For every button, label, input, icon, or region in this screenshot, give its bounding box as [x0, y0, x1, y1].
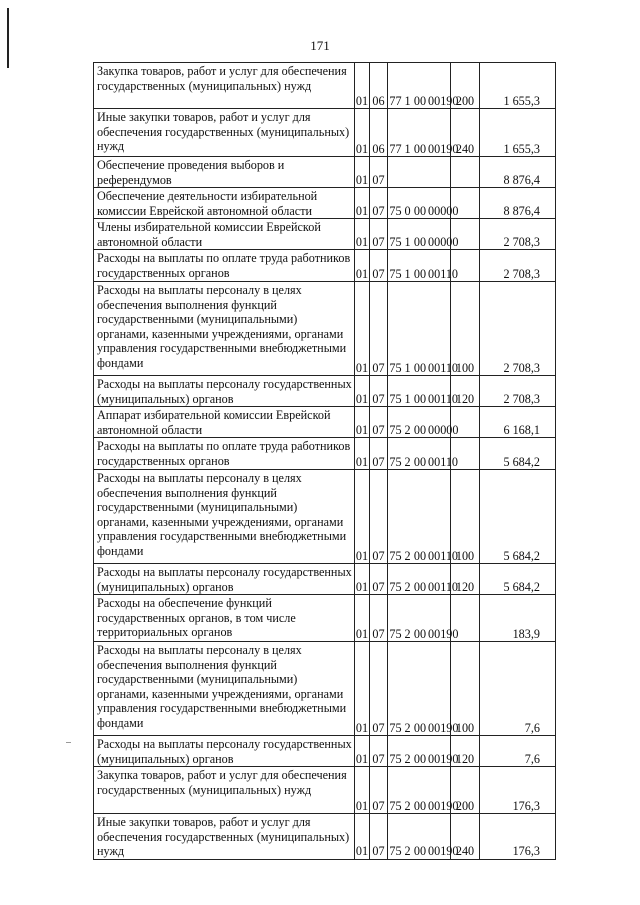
- csr-part: 00: [413, 548, 427, 563]
- row-name: Закупка товаров, работ и услуг для обеспечения государственных (муниципальных) нужд: [97, 768, 347, 797]
- rz-cell: 01: [355, 595, 370, 642]
- csr-cell: [388, 282, 459, 376]
- csr-part: 75: [389, 720, 402, 735]
- row-name: Расходы на обеспечение функций государственных органов, в том числе территориальных органов: [97, 596, 296, 639]
- pr-cell: 07: [370, 407, 388, 438]
- csr-cell: [388, 736, 459, 767]
- csr-part: 2: [404, 422, 411, 437]
- csr-part: 1: [404, 266, 411, 281]
- row-name-cell: [94, 814, 355, 860]
- row-name: Обеспечение деятельности избирательной комиссии Еврейской автономной области: [97, 189, 318, 218]
- csr-cell: [388, 157, 451, 188]
- table-row: [94, 407, 556, 438]
- rz-cell: 01: [355, 814, 370, 860]
- csr-part: 1: [404, 141, 411, 156]
- row-name: Закупка товаров, работ и услуг для обеспечения государственных (муниципальных) нужд: [97, 64, 347, 93]
- csr-part: 00: [413, 751, 427, 766]
- table-row: [94, 376, 556, 407]
- csr-part: 00000: [428, 422, 459, 437]
- csr-part: 2: [404, 798, 411, 813]
- csr-cell: [388, 470, 459, 564]
- row-name-cell: [94, 564, 355, 595]
- rz-cell: 01: [355, 642, 370, 736]
- csr-part: 75: [389, 360, 402, 375]
- csr-part: 77: [389, 141, 402, 156]
- csr-part: 2: [404, 548, 411, 563]
- csr-part: 00: [413, 360, 427, 375]
- page-number: 171: [310, 38, 330, 53]
- csr-cell: [388, 376, 459, 407]
- pr-cell: 06: [370, 63, 388, 109]
- vr-cell: 200: [451, 767, 480, 814]
- rz-cell: 01: [355, 282, 370, 376]
- csr-part: 00: [413, 454, 427, 469]
- csr-part: 00190: [428, 626, 459, 641]
- csr-part: 00: [413, 798, 427, 813]
- csr-part: 00110: [428, 266, 459, 281]
- csr-part: 75: [389, 626, 402, 641]
- csr-part: 00: [413, 626, 427, 641]
- table-row: [94, 595, 556, 642]
- row-name: Расходы на выплаты по оплате труда работников государственных органов: [97, 439, 351, 468]
- csr-part: 00: [413, 579, 427, 594]
- row-name-cell: [94, 219, 355, 250]
- vr-cell: 100: [451, 470, 480, 564]
- row-name: Иные закупки товаров, работ и услуг для обеспечения государственных (муниципальных) нужд: [97, 815, 350, 858]
- row-name-cell: [94, 470, 355, 564]
- csr-part: 00: [413, 720, 427, 735]
- rz-cell: 01: [355, 63, 370, 109]
- pr-cell: 07: [370, 642, 388, 736]
- csr-part: 00: [413, 93, 427, 108]
- csr-cell: [388, 564, 459, 595]
- csr-part: 75: [389, 798, 402, 813]
- sum-cell: 176,3: [480, 814, 556, 860]
- csr-part: 00110: [428, 391, 459, 406]
- rz-cell: 01: [355, 376, 370, 407]
- csr-part: 75: [389, 844, 402, 858]
- sum-cell: 176,3: [480, 767, 556, 814]
- row-name-cell: [94, 157, 355, 188]
- row-name-cell: [94, 250, 355, 282]
- csr-part: 00: [413, 266, 427, 281]
- csr-cell: [388, 438, 459, 470]
- sum-cell: 2 708,3: [480, 219, 556, 250]
- csr-cell: [388, 407, 459, 438]
- csr-part: 00190: [428, 141, 459, 156]
- sum-cell: 7,6: [480, 642, 556, 736]
- csr-part: 00110: [428, 454, 459, 469]
- rz-cell: 01: [355, 438, 370, 470]
- csr-part: 75: [389, 579, 402, 594]
- table-row: [94, 250, 556, 282]
- csr-part: 00190: [428, 751, 459, 766]
- sum-cell: 7,6: [480, 736, 556, 767]
- pr-cell: 07: [370, 814, 388, 860]
- csr-part: 2: [404, 751, 411, 766]
- csr-part: 75: [389, 203, 402, 218]
- row-name-cell: [94, 407, 355, 438]
- csr-part: 1: [404, 93, 411, 108]
- csr-cell: [388, 109, 459, 157]
- csr-part: 00000: [428, 234, 459, 249]
- pr-cell: 07: [370, 767, 388, 814]
- csr-part: 00: [413, 141, 427, 156]
- vr-cell: 240: [451, 814, 480, 860]
- table-row: [94, 63, 556, 109]
- csr-cell: [388, 219, 459, 250]
- table-row: [94, 767, 556, 814]
- csr-cell: [388, 595, 459, 642]
- sum-cell: 2 708,3: [480, 250, 556, 282]
- table-row: [94, 736, 556, 767]
- rz-cell: 01: [355, 157, 370, 188]
- pr-cell: 07: [370, 470, 388, 564]
- csr-part: 00190: [428, 720, 459, 735]
- table-row: [94, 109, 556, 157]
- table-row: [94, 188, 556, 219]
- pr-cell: 06: [370, 109, 388, 157]
- csr-cell: [388, 63, 459, 109]
- margin-tick: [66, 742, 71, 743]
- pr-cell: 07: [370, 188, 388, 219]
- pr-cell: 07: [370, 157, 388, 188]
- row-name: Расходы на выплаты персоналу государственных (муниципальных) органов: [97, 737, 352, 766]
- csr-part: 77: [389, 93, 402, 108]
- row-name-cell: [94, 376, 355, 407]
- vr-cell: 100: [451, 642, 480, 736]
- row-name: Расходы на выплаты по оплате труда работников государственных органов: [97, 251, 351, 280]
- sum-cell: 8 876,4: [480, 188, 556, 219]
- rz-cell: 01: [355, 564, 370, 595]
- row-name-cell: [94, 767, 355, 814]
- table-row: [94, 564, 556, 595]
- csr-part: 2: [404, 579, 411, 594]
- csr-part: 00190: [428, 798, 459, 813]
- csr-part: 75: [389, 422, 402, 437]
- rz-cell: 01: [355, 767, 370, 814]
- table-row: [94, 814, 556, 860]
- rz-cell: 01: [355, 470, 370, 564]
- row-name-cell: [94, 188, 355, 219]
- csr-part: 75: [389, 234, 402, 249]
- row-name: Расходы на выплаты персоналу в целях обеспечения выполнения функций государственными (муниципальными) органами, казенными учреждениями, органами управления государственными внебюджетными фондами: [97, 643, 347, 730]
- row-name: Аппарат избирательной комиссии Еврейской автономной области: [97, 408, 331, 437]
- vr-cell: 120: [451, 736, 480, 767]
- row-name-cell: [94, 595, 355, 642]
- rz-cell: 01: [355, 219, 370, 250]
- row-name-cell: [94, 642, 355, 736]
- row-name: Расходы на выплаты персоналу в целях обеспечения выполнения функций государственными (муниципальными) органами, казенными учреждениями, органами управления государственными внебюджетными фондами: [97, 471, 347, 558]
- sum-cell: 1 655,3: [480, 63, 556, 109]
- csr-part: 1: [404, 234, 411, 249]
- row-name-cell: [94, 109, 355, 157]
- csr-part: 75: [389, 266, 402, 281]
- row-name: Обеспечение проведения выборов и референдумов: [97, 158, 285, 187]
- csr-part: 00: [413, 234, 427, 249]
- row-name-cell: [94, 63, 355, 109]
- vr-cell: [451, 157, 480, 188]
- vr-cell: 120: [451, 564, 480, 595]
- csr-part: 1: [404, 360, 411, 375]
- rz-cell: 01: [355, 407, 370, 438]
- row-name: Члены избирательной комиссии Еврейской автономной области: [97, 220, 321, 249]
- csr-part: 75: [389, 391, 402, 406]
- row-name-cell: [94, 438, 355, 470]
- vr-cell: 120: [451, 376, 480, 407]
- csr-cell: [388, 250, 459, 282]
- csr-part: 0: [404, 203, 411, 218]
- csr-part: 00: [413, 203, 427, 218]
- pr-cell: 07: [370, 250, 388, 282]
- csr-part: 00: [413, 844, 427, 858]
- row-name: Расходы на выплаты персоналу государственных (муниципальных) органов: [97, 377, 352, 406]
- rz-cell: 01: [355, 188, 370, 219]
- vr-cell: 100: [451, 282, 480, 376]
- csr-part: 2: [404, 720, 411, 735]
- budget-table: [93, 62, 556, 860]
- table-row: [94, 642, 556, 736]
- csr-part: 00000: [428, 203, 459, 218]
- pr-cell: 07: [370, 376, 388, 407]
- csr-cell: [388, 767, 459, 814]
- rz-cell: 01: [355, 250, 370, 282]
- pr-cell: 07: [370, 438, 388, 470]
- table-row: [94, 438, 556, 470]
- csr-part: 75: [389, 548, 402, 563]
- table-row: [94, 282, 556, 376]
- csr-part: 00110: [428, 360, 459, 375]
- sum-cell: 1 655,3: [480, 109, 556, 157]
- pr-cell: 07: [370, 282, 388, 376]
- csr-cell: [388, 814, 459, 860]
- csr-part: 00: [413, 391, 427, 406]
- sum-cell: 6 168,1: [480, 407, 556, 438]
- row-name: Иные закупки товаров, работ и услуг для обеспечения государственных (муниципальных) нужд: [97, 110, 350, 153]
- csr-part: 00110: [428, 548, 459, 563]
- sum-cell: 8 876,4: [480, 157, 556, 188]
- table-row: [94, 470, 556, 564]
- table-row: [94, 219, 556, 250]
- row-name: Расходы на выплаты персоналу в целях обеспечения выполнения функций государственными (муниципальными) органами, казенными учреждениями, органами управления государственными внебюджетными фондами: [97, 283, 347, 370]
- pr-cell: 07: [370, 595, 388, 642]
- row-name: Расходы на выплаты персоналу государственных (муниципальных) органов: [97, 565, 352, 594]
- csr-part: 00110: [428, 579, 459, 594]
- sum-cell: 5 684,2: [480, 470, 556, 564]
- csr-cell: [388, 188, 459, 219]
- csr-part: 1: [404, 391, 411, 406]
- pr-cell: 07: [370, 219, 388, 250]
- csr-part: 00190: [428, 844, 459, 858]
- csr-part: 75: [389, 751, 402, 766]
- rz-cell: 01: [355, 736, 370, 767]
- csr-part: 2: [404, 844, 411, 858]
- csr-part: 2: [404, 626, 411, 641]
- csr-part: 75: [389, 454, 402, 469]
- csr-part: 00190: [428, 93, 459, 108]
- sum-cell: 183,9: [480, 595, 556, 642]
- rz-cell: 01: [355, 109, 370, 157]
- sum-cell: 5 684,2: [480, 564, 556, 595]
- table-row: [94, 157, 556, 188]
- vr-cell: 240: [451, 109, 480, 157]
- pr-cell: 07: [370, 564, 388, 595]
- row-name-cell: [94, 736, 355, 767]
- csr-part: 00: [413, 422, 427, 437]
- sum-cell: 2 708,3: [480, 282, 556, 376]
- csr-part: 2: [404, 454, 411, 469]
- pr-cell: 07: [370, 736, 388, 767]
- sum-cell: 5 684,2: [480, 438, 556, 470]
- row-name-cell: [94, 282, 355, 376]
- csr-cell: [388, 642, 459, 736]
- sum-cell: 2 708,3: [480, 376, 556, 407]
- vr-cell: 200: [451, 63, 480, 109]
